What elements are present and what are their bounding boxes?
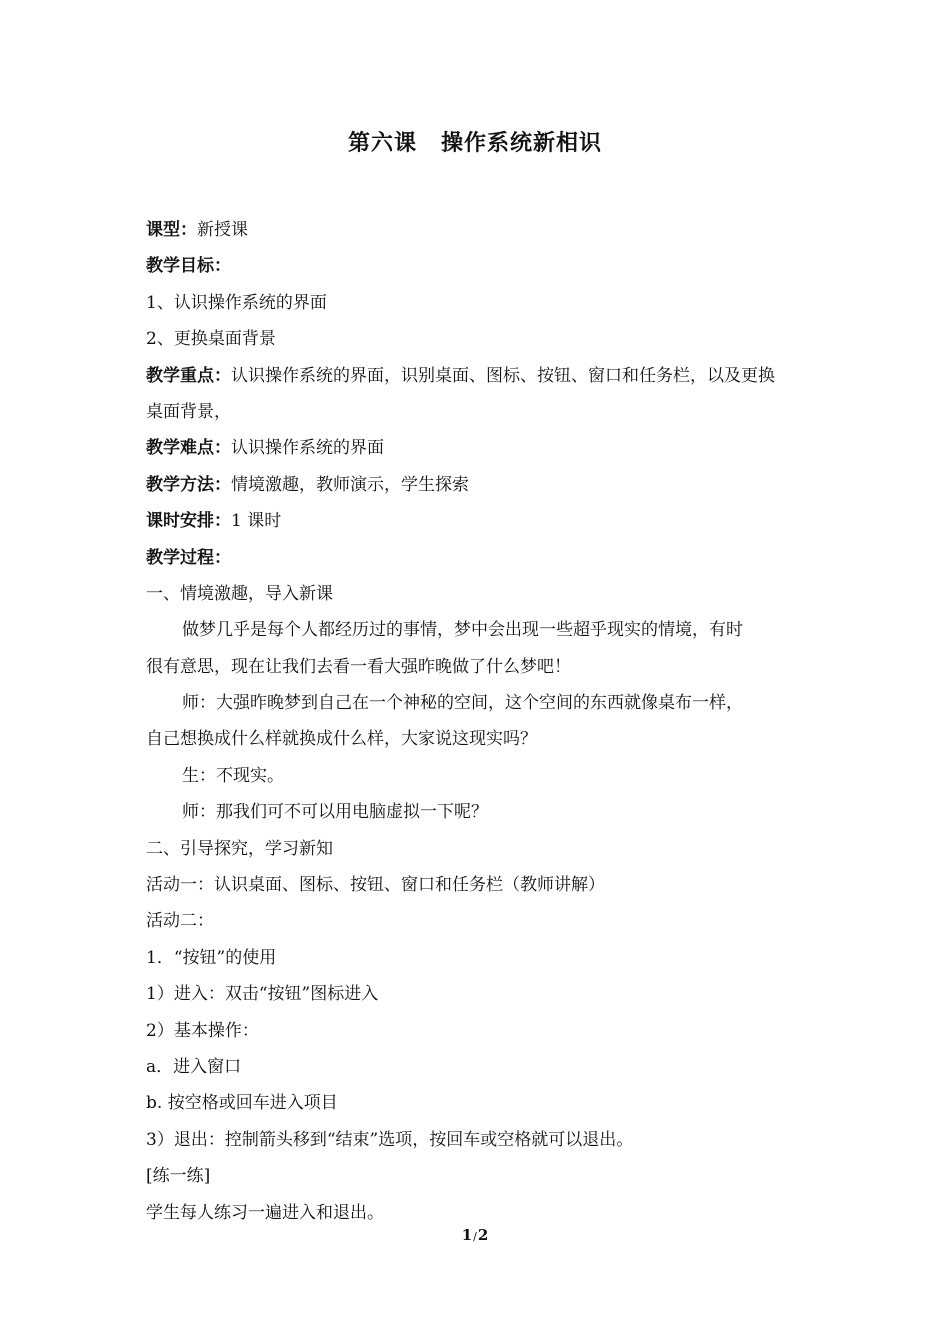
objectives-heading	[146, 248, 808, 284]
step-line: 2）基本操作：	[146, 1020, 259, 1041]
paragraph-line: 做梦几乎是每个人都经历过的事情，梦中会出现一些超乎现实的情境，有时	[182, 620, 743, 641]
schedule-line	[146, 503, 808, 539]
method-line	[146, 467, 808, 503]
step-line: 1．“按钮”的使用	[146, 947, 277, 968]
focus-line	[146, 358, 808, 394]
process-heading	[146, 540, 808, 576]
schedule-value: 1 课时	[231, 511, 282, 532]
section-heading: 二、引导探究，学习新知	[146, 838, 333, 859]
step-line: a．进入窗口	[146, 1056, 242, 1077]
title-lesson-name: 操作系统新相识	[441, 130, 603, 156]
practice-label: [练一练]	[146, 1166, 211, 1187]
course-type-line	[146, 212, 808, 248]
paragraph-line: 师：大强昨晚梦到自己在一个神秘的空间，这个空间的东西就像桌布一样，	[182, 693, 743, 714]
paragraph-line: 很有意思，现在让我们去看一看大强昨晚做了什么梦吧！	[146, 656, 571, 677]
step-line: 1）进入：双击“按钮”图标进入	[146, 984, 379, 1005]
method-value: 情境激趣，教师演示，学生探索	[231, 474, 469, 495]
activity-line: 活动一：认识桌面、图标、按钮、窗口和任务栏（教师讲解）	[146, 875, 605, 896]
focus-label: 教学重点：	[146, 365, 231, 386]
activity-line: 活动二：	[146, 911, 214, 932]
objective-item: 1、认识操作系统的界面	[146, 292, 327, 313]
course-type-value: 新授课	[197, 220, 248, 240]
method-label: 教学方法：	[146, 474, 231, 495]
paragraph-line: 生：不现实。	[182, 765, 284, 786]
page-separator: /	[473, 1230, 477, 1243]
process-label: 教学过程：	[146, 547, 231, 568]
schedule-label: 课时安排：	[146, 511, 231, 532]
page-number	[0, 1226, 950, 1244]
difficulty-label: 教学难点：	[146, 438, 231, 459]
paragraph-line: 师：那我们可不可以用电脑虚拟一下呢？	[182, 802, 488, 823]
objectives-label: 教学目标：	[146, 256, 231, 277]
step-line: 3）退出：控制箭头移到“结束”选项，按回车或空格就可以退出。	[146, 1129, 634, 1150]
paragraph-line: 自己想换成什么样就换成什么样，大家说这现实吗？	[146, 729, 537, 750]
page-current: 1	[461, 1226, 473, 1244]
page-total: 2	[477, 1226, 489, 1244]
difficulty-line	[146, 430, 808, 466]
document-body	[146, 212, 808, 1231]
difficulty-value: 认识操作系统的界面	[231, 438, 384, 459]
practice-text: 学生每人练习一遍进入和退出。	[146, 1202, 384, 1223]
title-lesson-number: 第六课	[347, 130, 417, 156]
page-title	[0, 126, 950, 157]
focus-line-continued: 桌面背景，	[146, 401, 231, 422]
step-line: b. 按空格或回车进入项目	[146, 1093, 338, 1114]
objective-item: 2、更换桌面背景	[146, 329, 276, 350]
section-heading: 一、情境激趣，导入新课	[146, 583, 333, 604]
focus-value: 认识操作系统的界面，识别桌面、图标、按钮、窗口和任务栏，以及更换	[231, 365, 775, 386]
course-type-label: 课型：	[146, 220, 197, 240]
